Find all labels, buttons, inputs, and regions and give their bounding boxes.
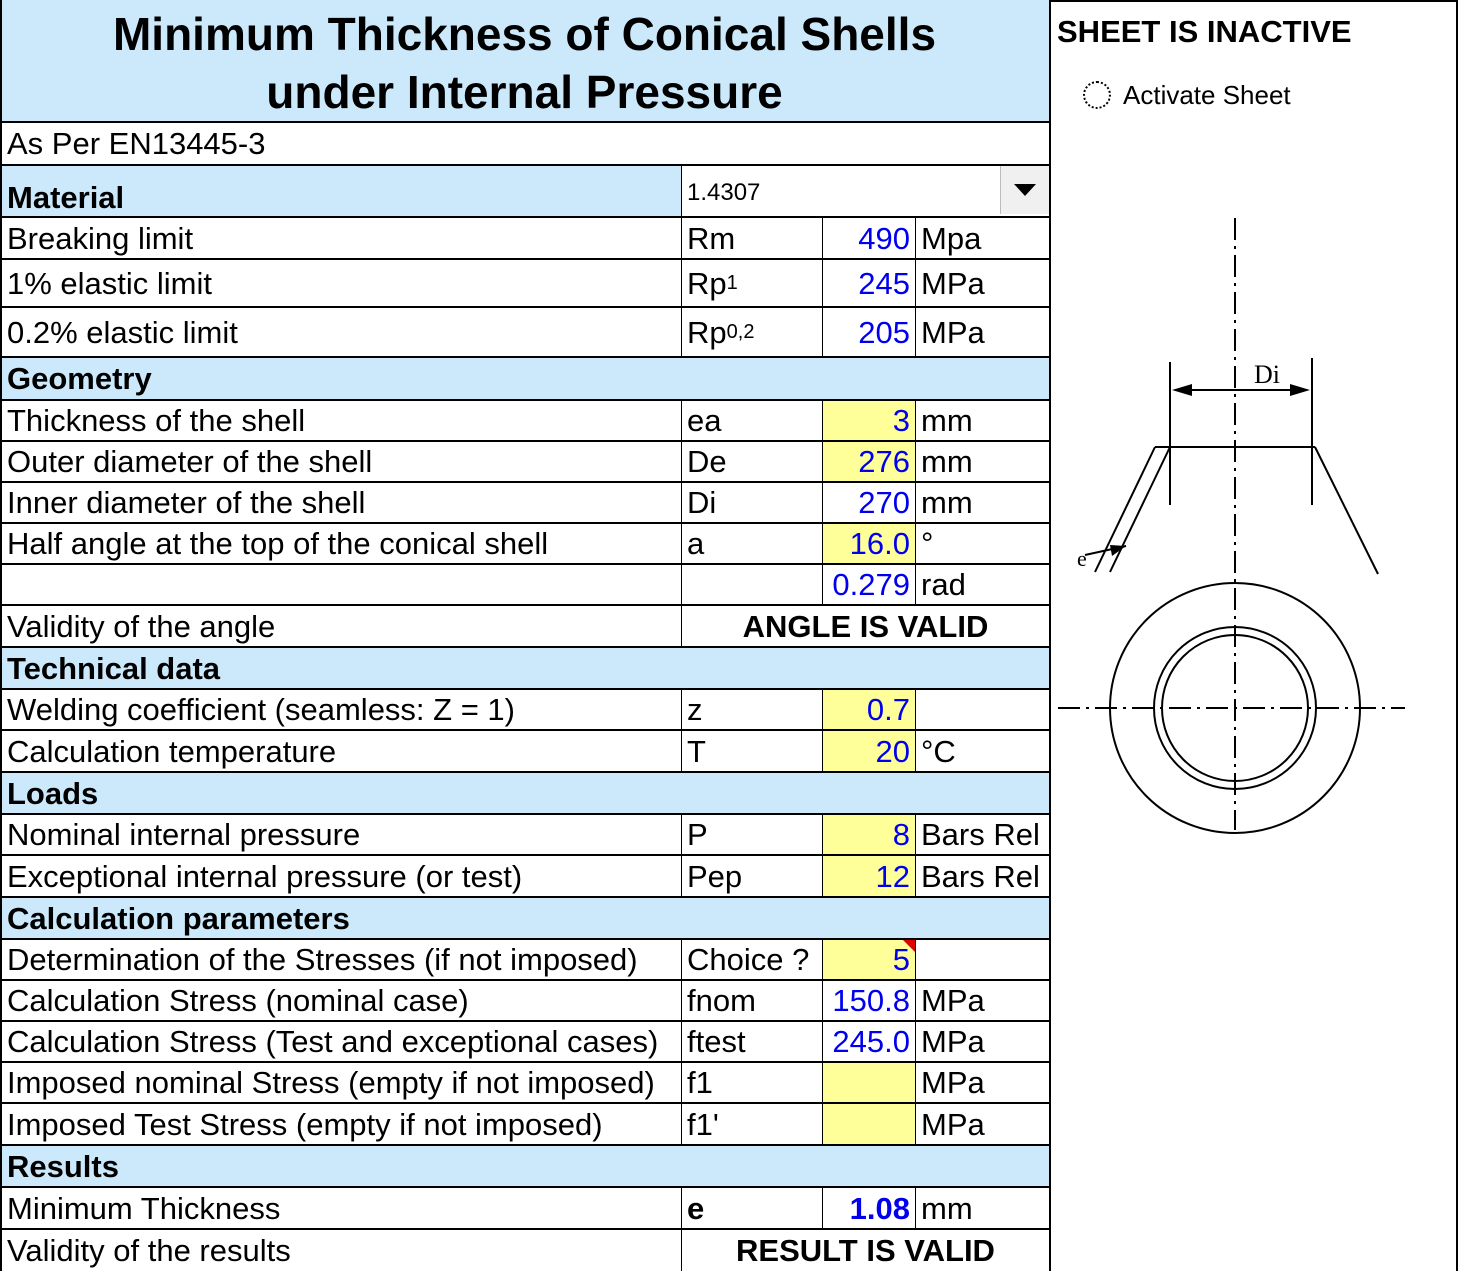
determination-unit bbox=[916, 940, 1049, 979]
half-angle-rad-value: 0.279 bbox=[822, 565, 916, 604]
elastic-limit-02-symbol: Rp 0,2 bbox=[681, 308, 822, 356]
min-thickness-symbol: e bbox=[681, 1188, 822, 1228]
min-thickness-row bbox=[0, 1188, 1049, 1230]
half-angle-row bbox=[0, 524, 1049, 565]
ftest-unit: MPa bbox=[921, 1024, 985, 1059]
exceptional-pressure-unit: Bars Rel bbox=[921, 858, 1040, 894]
ftest-symbol: ftest bbox=[681, 1022, 822, 1061]
exceptional-pressure-input[interactable]: 12 bbox=[822, 856, 916, 896]
inner-diameter-unit: mm bbox=[921, 485, 973, 520]
sheet-left-border bbox=[0, 0, 2, 1271]
min-thickness-label: Minimum Thickness bbox=[7, 1190, 281, 1226]
determination-label: Determination of the Stresses (if not imposed) bbox=[7, 942, 638, 977]
elastic-limit-1-label: 1% elastic limit bbox=[7, 265, 212, 301]
imposed-test-input[interactable] bbox=[822, 1104, 916, 1144]
inner-diameter-label: Inner diameter of the shell bbox=[7, 485, 366, 520]
elastic-limit-02-row bbox=[0, 308, 1049, 358]
middle-circle bbox=[1154, 627, 1316, 789]
welding-input[interactable]: 0.7 bbox=[822, 690, 916, 729]
imposed-test-unit: MPa bbox=[921, 1106, 985, 1142]
imposed-nominal-unit: MPa bbox=[921, 1065, 985, 1100]
nominal-pressure-unit: Bars Rel bbox=[921, 817, 1040, 852]
material-selected-value: 1.4307 bbox=[687, 179, 761, 206]
half-angle-rad-row bbox=[0, 565, 1049, 606]
imposed-test-symbol: f1' bbox=[681, 1104, 822, 1144]
outer-circle bbox=[1110, 583, 1360, 833]
result-validity-row bbox=[0, 1230, 1049, 1271]
thickness-symbol: ea bbox=[681, 401, 822, 440]
standard-row bbox=[0, 123, 1049, 166]
temperature-symbol: T bbox=[681, 731, 822, 771]
elastic-limit-1-unit: MPa bbox=[921, 265, 985, 301]
ftest-value: 245.0 bbox=[822, 1022, 916, 1061]
cone-right-wall bbox=[1315, 447, 1378, 574]
elastic-limit-02-label: 0.2% elastic limit bbox=[7, 314, 238, 350]
result-validity-status: RESULT IS VALID bbox=[681, 1230, 1049, 1271]
technical-section-header bbox=[0, 648, 1049, 690]
nominal-pressure-label: Nominal internal pressure bbox=[7, 817, 361, 852]
di-label: Di bbox=[1254, 360, 1280, 389]
determination-row bbox=[0, 940, 1049, 981]
half-angle-rad-unit: rad bbox=[921, 567, 966, 602]
thickness-input[interactable]: 3 bbox=[822, 401, 916, 440]
outer-diameter-symbol: De bbox=[681, 442, 822, 481]
exceptional-pressure-symbol: Pep bbox=[681, 856, 822, 896]
thickness-label: Thickness of the shell bbox=[7, 403, 306, 438]
e-dimension-line bbox=[1085, 546, 1126, 555]
inner-diameter-row bbox=[0, 483, 1049, 524]
half-angle-input[interactable]: 16.0 bbox=[822, 524, 916, 563]
breaking-limit-symbol: Rm bbox=[681, 218, 822, 258]
half-angle-label: Half angle at the top of the conical shell bbox=[7, 526, 549, 561]
material-label: Material bbox=[7, 179, 125, 215]
elastic-limit-02-value: 205 bbox=[822, 308, 916, 356]
results-section-header bbox=[0, 1146, 1049, 1188]
temperature-label: Calculation temperature bbox=[7, 733, 337, 769]
loads-section-header bbox=[0, 773, 1049, 815]
title-line-2: under Internal Pressure bbox=[266, 66, 783, 118]
cone-left-wall-inner bbox=[1110, 447, 1170, 572]
ftest-row bbox=[0, 1022, 1049, 1063]
e-label: e bbox=[1077, 546, 1087, 571]
inner-circle bbox=[1162, 635, 1308, 781]
outer-diameter-label: Outer diameter of the shell bbox=[7, 444, 373, 479]
breaking-limit-row bbox=[0, 218, 1049, 260]
title-block bbox=[0, 0, 1049, 123]
outer-diameter-input[interactable]: 276 bbox=[822, 442, 916, 481]
welding-label: Welding coefficient (seamless: Z = 1) bbox=[7, 692, 515, 727]
ftest-label: Calculation Stress (Test and exceptional cases) bbox=[7, 1024, 659, 1059]
outer-diameter-unit: mm bbox=[921, 444, 973, 479]
temperature-unit: °C bbox=[921, 733, 956, 769]
material-dropdown[interactable] bbox=[681, 166, 1049, 216]
results-heading: Results bbox=[7, 1148, 119, 1184]
standard-label: As Per EN13445-3 bbox=[7, 126, 266, 161]
geometry-heading: Geometry bbox=[7, 361, 152, 396]
exceptional-pressure-label: Exceptional internal pressure (or test) bbox=[7, 858, 523, 894]
result-validity-label: Validity of the results bbox=[7, 1233, 291, 1268]
fnom-row bbox=[0, 981, 1049, 1022]
breaking-limit-value: 490 bbox=[822, 218, 916, 258]
cone-left-wall-outer bbox=[1095, 447, 1155, 572]
calc-section-header bbox=[0, 898, 1049, 940]
welding-symbol: z bbox=[681, 690, 822, 729]
chevron-down-icon bbox=[1014, 184, 1036, 196]
nominal-pressure-symbol: P bbox=[681, 815, 822, 854]
activate-sheet-option[interactable] bbox=[1083, 78, 1291, 112]
geometry-section-header bbox=[0, 358, 1049, 401]
thickness-unit: mm bbox=[921, 403, 973, 438]
inner-diameter-symbol: Di bbox=[681, 483, 822, 522]
welding-row bbox=[0, 690, 1049, 731]
determination-input[interactable]: 5 bbox=[822, 940, 916, 979]
imposed-nominal-row bbox=[0, 1063, 1049, 1104]
activate-sheet-label: Activate Sheet bbox=[1123, 79, 1291, 110]
sheet-right-border bbox=[1049, 0, 1051, 1271]
thickness-row bbox=[0, 401, 1049, 442]
half-angle-symbol: a bbox=[681, 524, 822, 563]
breaking-limit-unit: Mpa bbox=[921, 220, 982, 256]
imposed-nominal-label: Imposed nominal Stress (empty if not imposed) bbox=[7, 1065, 655, 1100]
temperature-row bbox=[0, 731, 1049, 773]
sheet-status: SHEET IS INACTIVE bbox=[1057, 14, 1352, 49]
fnom-value: 150.8 bbox=[822, 981, 916, 1020]
half-angle-unit: ° bbox=[921, 526, 934, 561]
comment-indicator-icon[interactable] bbox=[903, 940, 915, 952]
welding-unit bbox=[916, 690, 1049, 729]
min-thickness-unit: mm bbox=[921, 1190, 973, 1226]
title-line-1: Minimum Thickness of Conical Shells bbox=[112, 8, 937, 60]
elastic-limit-02-unit: MPa bbox=[921, 314, 985, 350]
breaking-limit-label: Breaking limit bbox=[7, 220, 194, 256]
half-angle-rad-label bbox=[0, 565, 681, 604]
imposed-nominal-input[interactable] bbox=[822, 1063, 916, 1102]
nominal-pressure-input[interactable]: 8 bbox=[822, 815, 916, 854]
technical-heading: Technical data bbox=[7, 650, 221, 686]
outer-diameter-row bbox=[0, 442, 1049, 483]
elastic-limit-1-symbol: Rp 1 bbox=[681, 260, 822, 306]
radio-button[interactable] bbox=[1083, 81, 1111, 109]
dropdown-button[interactable] bbox=[1000, 166, 1049, 214]
angle-validity-status: ANGLE IS VALID bbox=[681, 606, 1049, 646]
exceptional-pressure-row bbox=[0, 856, 1049, 898]
fnom-label: Calculation Stress (nominal case) bbox=[7, 983, 469, 1018]
imposed-test-label: Imposed Test Stress (empty if not imposed) bbox=[7, 1106, 603, 1142]
inner-diameter-value: 270 bbox=[822, 483, 916, 522]
calc-heading: Calculation parameters bbox=[7, 900, 350, 936]
angle-validity-row bbox=[0, 606, 1049, 648]
temperature-input[interactable]: 20 bbox=[822, 731, 916, 771]
min-thickness-value: 1.08 bbox=[822, 1188, 916, 1228]
fnom-symbol: fnom bbox=[681, 981, 822, 1020]
loads-heading: Loads bbox=[7, 775, 99, 811]
panel-top-border bbox=[1049, 0, 1458, 2]
determination-symbol: Choice ? bbox=[681, 940, 822, 979]
nominal-pressure-row bbox=[0, 815, 1049, 856]
elastic-limit-1-row bbox=[0, 260, 1049, 308]
fnom-unit: MPa bbox=[921, 983, 985, 1018]
imposed-nominal-symbol: f1 bbox=[681, 1063, 822, 1102]
material-row bbox=[0, 166, 1049, 218]
angle-validity-label: Validity of the angle bbox=[7, 608, 276, 644]
elastic-limit-1-value: 245 bbox=[822, 260, 916, 306]
imposed-test-row bbox=[0, 1104, 1049, 1146]
panel-right-border bbox=[1456, 0, 1458, 1271]
half-angle-rad-symbol bbox=[681, 565, 822, 604]
